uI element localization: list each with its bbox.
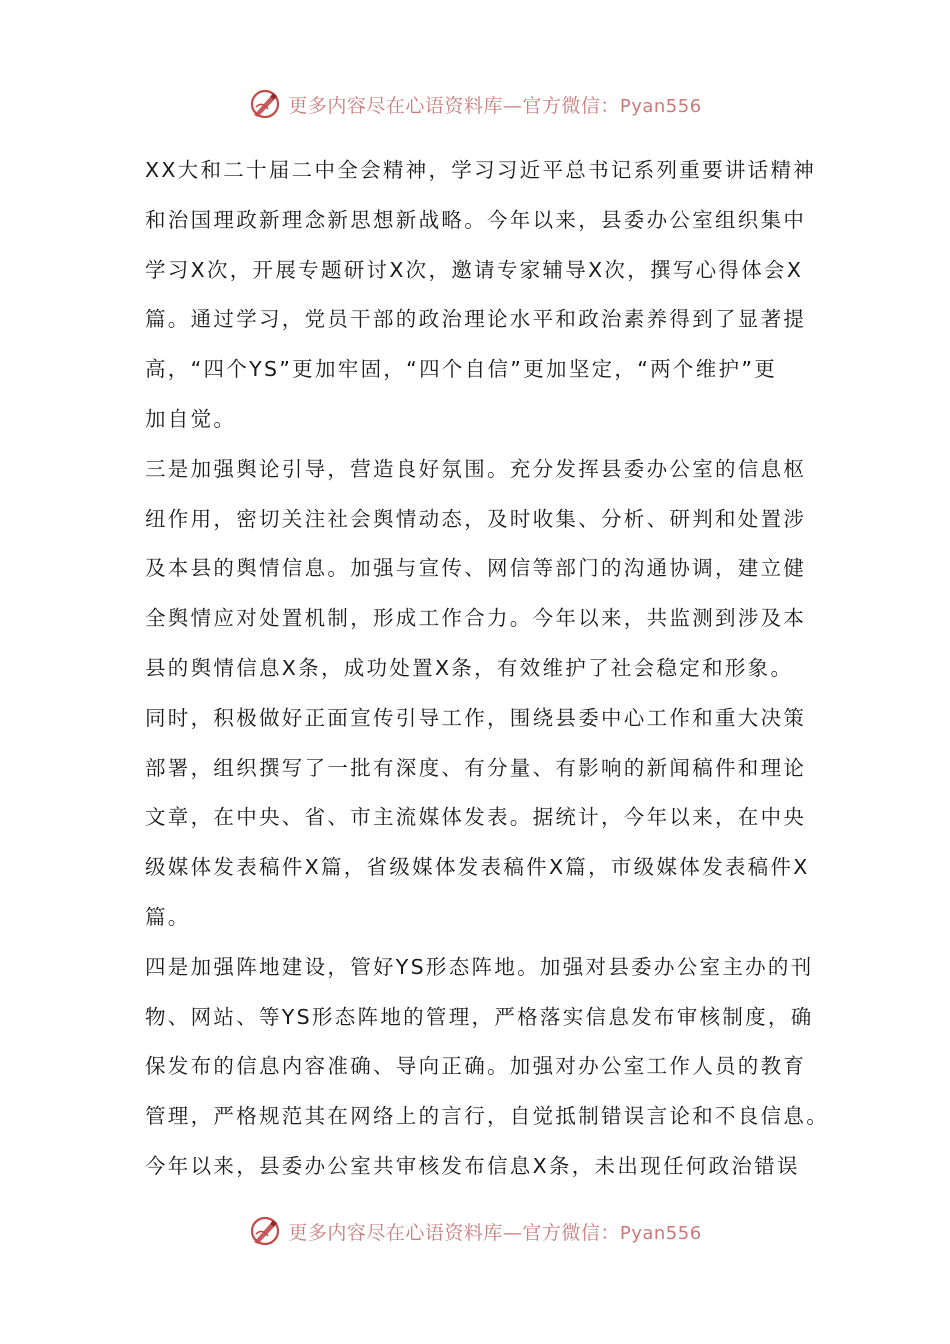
text-line: 保发布的信息内容准确、导向正确。加强对办公室工作人员的教育 [145, 1054, 807, 1079]
text-line: XX大和二十届二中全会精神，学习习近平总书记系列重要讲话精神 [145, 158, 817, 182]
document-body [145, 146, 829, 1192]
watermark-text: 更多内容尽在心语资料库—官方微信：Pyan556 [288, 1221, 702, 1244]
watermark-text: 更多内容尽在心语资料库—官方微信：Pyan556 [288, 94, 702, 117]
text-line: 加自觉。 [145, 406, 237, 431]
text-line: 物、网站、等YS形态阵地的管理，严格落实信息发布审核制度，确 [145, 1004, 814, 1029]
text-line: 篇。 [145, 904, 191, 929]
text-line: 篇。通过学习，党员干部的政治理论水平和政治素养得到了显著提 [145, 307, 807, 332]
text-line: 文章，在中央、省、市主流媒体发表。据统计，今年以来，在中央 [145, 805, 807, 830]
text-line: 纽作用，密切关注社会舆情动态，及时收集、分析、研判和处置涉 [145, 506, 807, 531]
text-line: 及本县的舆情信息。加强与宣传、网信等部门的沟通协调，建立健 [145, 556, 807, 581]
section-three-start: 三是加强舆论引导，营造良好氛围。充分发挥县委办公室的信息枢 [145, 456, 807, 481]
text-line: 学习X次，开展专题研讨X次，邀请专家辅导X次，撰写心得体会X [145, 257, 804, 282]
text-line: 同时，积极做好正面宣传引导工作，围绕县委中心工作和重大决策 [145, 705, 807, 730]
text-line: 高，“四个YS”更加牢固，“四个自信”更加坚定，“两个维护”更 [145, 357, 778, 382]
text-line: 部署，组织撰写了一批有深度、有分量、有影响的新闻稿件和理论 [145, 755, 807, 780]
text-line: 级媒体发表稿件X篇，省级媒体发表稿件X篇，市级媒体发表稿件X [145, 855, 810, 880]
header-watermark [0, 84, 950, 124]
pen-logo-icon [248, 1214, 282, 1248]
section-four-start: 四是加强阵地建设，管好YS形态阵地。加强对县委办公室主办的刊 [145, 954, 814, 979]
text-line: 管理，严格规范其在网络上的言行，自觉抵制错误言论和不良信息。 [145, 1104, 829, 1129]
text-line: 今年以来，县委办公室共审核发布信息X条，未出现任何政治错误 [145, 1153, 800, 1178]
text-line: 和治国理政新理念新思想新战略。今年以来，县委办公室组织集中 [145, 207, 807, 232]
footer-watermark [0, 1211, 950, 1251]
text-line: 县的舆情信息X条，成功处置X条，有效维护了社会稳定和形象。 [145, 655, 794, 680]
pen-logo-icon [248, 87, 282, 121]
text-line: 全舆情应对处置机制，形成工作合力。今年以来，共监测到涉及本 [145, 606, 807, 631]
